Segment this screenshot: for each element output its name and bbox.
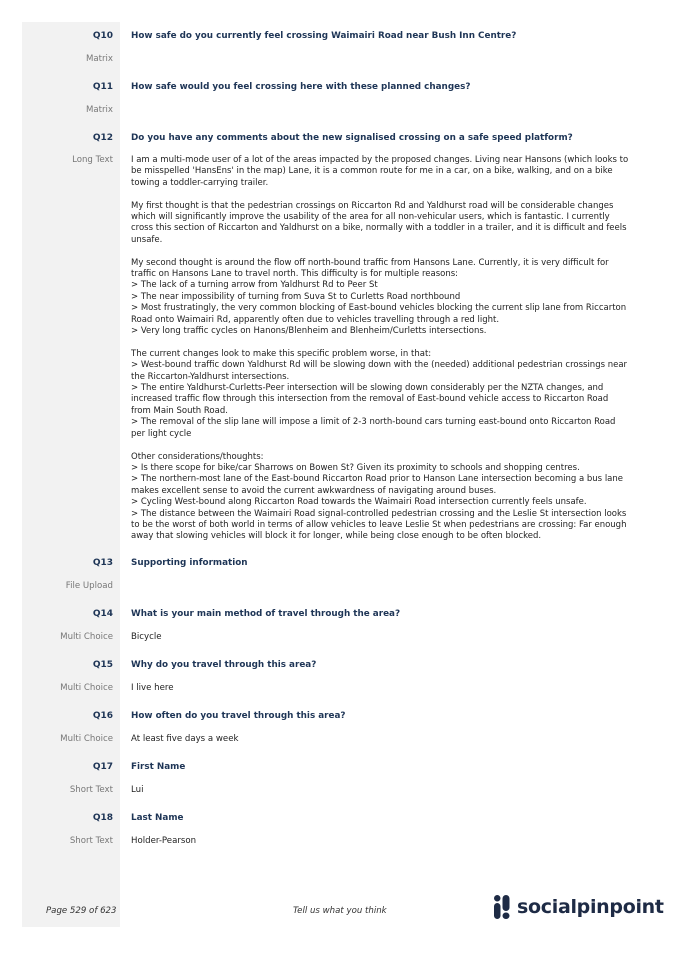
question-type: Multi Choice	[60, 683, 113, 693]
question-number: Q16	[92, 711, 113, 721]
question-type: Multi Choice	[60, 734, 113, 744]
question-answer: Bicycle	[131, 632, 162, 642]
answer-paragraph	[131, 349, 631, 440]
answer-line: I am a multi-mode user of a lot of the areas impacted by the proposed changes. Living near Hansons (which looks to	[131, 155, 629, 165]
question-title: How safe do you currently feel crossing Waimairi Road near Bush Inn Centre?	[131, 31, 517, 41]
answer-line: My first thought is that the pedestrian crossings on Riccarton Rd and Yaldhurst road will be considerable changes	[131, 200, 614, 211]
question-answer: At least five days a week	[131, 734, 239, 744]
answer-line: > The near impossibility of turning from Suva St to Curletts Road northbound	[131, 291, 461, 302]
answer-paragraph	[131, 258, 631, 338]
answer-line: towing a toddler-carrying trailer.	[131, 177, 269, 188]
q12-long-answer	[131, 155, 631, 554]
question-type: Short Text	[69, 785, 113, 795]
answer-line: > Is there scope for bike/car Sharrows on Bowen St? Given its proximity to schools and shopping centres.	[131, 462, 580, 473]
answer-paragraph	[131, 452, 631, 543]
answer-line: be misspelled 'HansEns' in the map) Lane, it is a common route for me in a car, on a bike, walking, and on a bike	[131, 166, 613, 177]
question-answer: Holder-Pearson	[131, 836, 197, 846]
question-answer: I live here	[131, 683, 174, 693]
question-title: Do you have any comments about the new signalised crossing on a safe speed platform?	[131, 133, 573, 143]
question-title: How safe would you feel crossing here with these planned changes?	[131, 82, 471, 92]
question-type: Matrix	[85, 54, 113, 64]
answer-line: > The removal of the slip lane will impose a limit of 2-3 north-bound cars turning east-bound onto Riccarton Road	[131, 417, 616, 428]
answer-line: My second thought is around the flow off north-bound traffic from Hansons Lane. Currently, it is very difficult for	[131, 257, 609, 268]
answer-line: > Very long traffic cycles on Hanons/Blenheim and Blenheim/Curletts intersections.	[131, 326, 487, 337]
answer-line: traffic on Hansons Lane to travel north. This difficulty is for multiple reasons:	[131, 269, 458, 280]
answer-line: from Main South Road.	[131, 405, 228, 416]
answer-line: makes excellent sense to avoid the current awkwardness of navigating around buses.	[131, 485, 497, 496]
answer-line: the Riccarton-Yaldhurst intersections.	[131, 371, 290, 382]
question-title: How often do you travel through this area?	[131, 711, 346, 721]
answer-line: > The entire Yaldhurst-Curletts-Peer intersection will be slowing down considerably per the NZTA changes, and	[131, 383, 604, 394]
answer-line: unsafe.	[131, 234, 163, 245]
answer-line: which will significantly improve the usability of the area for all non-vehicular users, which is fantastic. I currently	[131, 212, 610, 223]
answer-line: Other considerations/thoughts:	[131, 451, 264, 462]
answer-line: Road onto Waimairi Rd, apparently often due to vehicles travelling through a red light.	[131, 314, 500, 325]
answer-line: away that slowing vehicles will block it for longer, while being close enough to be often blocked.	[131, 531, 542, 542]
answer-paragraph	[131, 201, 631, 247]
answer-line: The current changes look to make this specific problem worse, in that:	[131, 348, 432, 359]
pinpoint-logo-icon	[492, 894, 512, 920]
socialpinpoint-logo	[492, 894, 664, 920]
question-type: Matrix	[85, 105, 113, 115]
answer-line: > The lack of a turning arrow from Yaldhurst Rd to Peer St	[131, 280, 378, 291]
question-title: Supporting information	[131, 558, 248, 568]
answer-line: > Most frustratingly, the very common blocking of East-bound vehicles blocking the current slip lane from Riccarton	[131, 303, 627, 314]
logo-wordmark: socialpinpoint	[517, 896, 664, 918]
question-number: Q17	[92, 762, 113, 772]
question-type: Short Text	[69, 836, 113, 846]
question-number: Q12	[92, 133, 113, 143]
question-type: Long Text	[72, 155, 113, 165]
question-title: Why do you travel through this area?	[131, 660, 317, 670]
question-title: What is your main method of travel through the area?	[131, 609, 401, 619]
answer-line: > Cycling West-bound along Riccarton Road towards the Waimairi Road intersection currently feels unsafe.	[131, 497, 587, 508]
question-title: Last Name	[131, 813, 184, 823]
question-number: Q15	[92, 660, 113, 670]
answer-paragraph	[131, 155, 631, 189]
question-number: Q14	[92, 609, 113, 619]
question-number: Q18	[92, 813, 113, 823]
question-number: Q10	[92, 31, 113, 41]
answer-line: > The distance between the Waimairi Road signal-controlled pedestrian crossing and the Leslie St intersection looks	[131, 508, 627, 519]
answer-line: increased traffic flow through this intersection from the removal of East-bound vehicle access to Riccarton Road	[131, 394, 609, 405]
answer-line: > West-bound traffic down Yaldhurst Rd will be slowing down with the (needed) additional pedestrian crossings near	[131, 360, 628, 371]
answer-line: > The northern-most lane of the East-bound Riccarton Road prior to Hanson Lane intersection becoming a bus lane	[131, 474, 623, 485]
question-title: First Name	[131, 762, 186, 772]
answer-line: per light cycle	[131, 428, 192, 439]
question-type: File Upload	[65, 581, 113, 591]
page-number: Page 529 of 623	[46, 906, 117, 916]
question-type: Multi Choice	[60, 632, 113, 642]
question-number: Q11	[92, 82, 113, 92]
answer-line: to be the worst of both world in terms of allow vehicles to leave Leslie St when pedestrians are crossing: Far enough	[131, 519, 627, 530]
footer-tagline: Tell us what you think	[293, 906, 387, 916]
question-number: Q13	[92, 558, 113, 568]
answer-line: cross this section of Riccarton and Yaldhurst on a bike, normally with a toddler in a trailer, and it is difficult and feels	[131, 223, 627, 234]
question-answer: Lui	[131, 785, 144, 795]
